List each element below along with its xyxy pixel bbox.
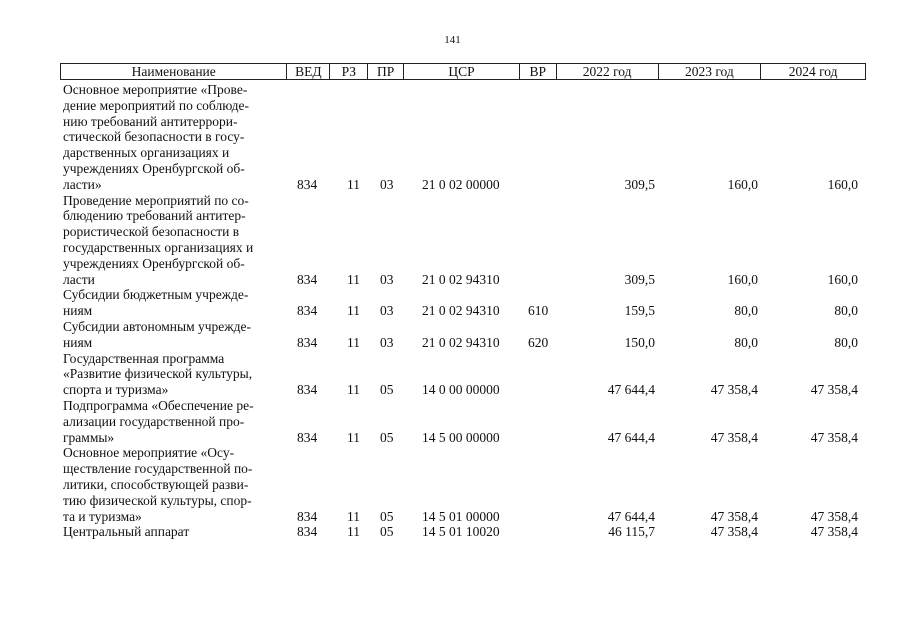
- row-2023: 47 358,4: [710, 524, 758, 540]
- row-pr: 05: [380, 429, 394, 445]
- row-ved: 834: [297, 508, 318, 524]
- header-name: Наименование: [61, 64, 287, 79]
- row-2024: 47 358,4: [810, 508, 858, 524]
- row-name: Государственная программа «Развитие физической культуры, спорта и туризма»: [63, 350, 253, 398]
- table-body: [60, 82, 866, 540]
- row-name: Основное мероприятие «Прове- дение мероприятий по соблюде- нию требований антитеррори- стической безопасности в госу- дарственных организациях и учреждениях Оренбургской об- ласти»: [63, 82, 249, 192]
- row-csr: 14 0 00 00000: [422, 382, 500, 398]
- header-pr: ПР: [368, 64, 404, 79]
- row-csr: 21 0 02 94310: [422, 303, 500, 319]
- row-rz: 11: [347, 508, 360, 524]
- row-2022: 46 115,7: [608, 524, 655, 540]
- page-number: 141: [444, 34, 461, 46]
- header-ved: ВЕД: [287, 64, 330, 79]
- row-rz: 11: [347, 524, 360, 540]
- table-row: [60, 287, 866, 319]
- row-csr: 21 0 02 94310: [422, 271, 500, 287]
- row-2022: 159,5: [624, 303, 655, 319]
- row-2024: 80,0: [834, 334, 858, 350]
- row-csr: 21 0 02 94310: [422, 334, 500, 350]
- row-ved: 834: [297, 303, 318, 319]
- row-2023: 160,0: [727, 271, 758, 287]
- row-2024: 80,0: [834, 303, 858, 319]
- header-2024: 2024 год: [788, 64, 838, 79]
- header-rz: РЗ: [330, 64, 368, 79]
- header-2022: 2022 год: [557, 64, 659, 79]
- header-2023: 2023 год: [659, 64, 762, 79]
- row-pr: 05: [380, 382, 394, 398]
- row-2024: 47 358,4: [810, 524, 858, 540]
- row-pr: 05: [380, 508, 394, 524]
- table-row: [60, 351, 866, 398]
- row-rz: 11: [347, 382, 360, 398]
- row-2024: 47 358,4: [810, 429, 858, 445]
- row-pr: 03: [380, 303, 394, 319]
- row-2024: 160,0: [827, 176, 858, 192]
- row-2022: 47 644,4: [607, 508, 655, 524]
- row-pr: 05: [380, 524, 394, 540]
- row-pr: 03: [380, 176, 394, 192]
- table-row: [60, 193, 866, 288]
- row-2022: 309,5: [624, 271, 655, 287]
- row-2023: 80,0: [734, 303, 758, 319]
- header-csr: ЦСР: [404, 64, 520, 79]
- row-rz: 11: [347, 271, 360, 287]
- row-2023: 47 358,4: [710, 382, 758, 398]
- table-row: [60, 524, 866, 540]
- row-2023: 47 358,4: [710, 508, 758, 524]
- row-2022: 47 644,4: [607, 429, 655, 445]
- row-rz: 11: [347, 303, 360, 319]
- row-name: Субсидии автономным учрежде- ниям: [63, 318, 251, 350]
- row-2024: 47 358,4: [810, 382, 858, 398]
- row-ved: 834: [297, 271, 318, 287]
- row-2023: 80,0: [734, 334, 758, 350]
- row-name: Подпрограмма «Обеспечение ре- ализации государственной про- граммы»: [63, 397, 254, 445]
- row-rz: 11: [347, 429, 360, 445]
- row-rz: 11: [347, 176, 360, 192]
- table-row: [60, 398, 866, 445]
- row-ved: 834: [297, 334, 318, 350]
- row-vr: 620: [528, 334, 549, 350]
- row-csr: 14 5 00 00000: [422, 429, 500, 445]
- row-ved: 834: [297, 382, 318, 398]
- row-ved: 834: [297, 524, 318, 540]
- row-vr: 610: [528, 303, 549, 319]
- row-ved: 834: [297, 429, 318, 445]
- row-pr: 03: [380, 334, 394, 350]
- header-vr: ВР: [520, 64, 557, 79]
- row-name: Проведение мероприятий по со- блюдению требований антитер- рористической безопасности в государственных организациях и учреждениях Оренбургской об- ласти: [63, 192, 254, 287]
- row-2024: 160,0: [827, 271, 858, 287]
- table-row: [60, 445, 866, 524]
- row-name: Основное мероприятие «Осу- ществление государственной по- литики, способствующей разви- тию физической культуры, спор- та и туризма»: [63, 445, 253, 524]
- table-row: [60, 82, 866, 193]
- row-2022: 309,5: [624, 176, 655, 192]
- row-rz: 11: [347, 334, 360, 350]
- row-csr: 14 5 01 10020: [422, 524, 500, 540]
- row-name: Центральный аппарат: [63, 524, 190, 540]
- row-2022: 150,0: [624, 334, 655, 350]
- row-2023: 47 358,4: [710, 429, 758, 445]
- row-2023: 160,0: [727, 176, 758, 192]
- row-name: Субсидии бюджетным учрежде- ниям: [63, 287, 249, 319]
- row-csr: 14 5 01 00000: [422, 508, 500, 524]
- row-ved: 834: [297, 176, 318, 192]
- table-header: [60, 63, 866, 80]
- table-row: [60, 319, 866, 351]
- row-pr: 03: [380, 271, 394, 287]
- row-2022: 47 644,4: [607, 382, 655, 398]
- row-csr: 21 0 02 00000: [422, 176, 500, 192]
